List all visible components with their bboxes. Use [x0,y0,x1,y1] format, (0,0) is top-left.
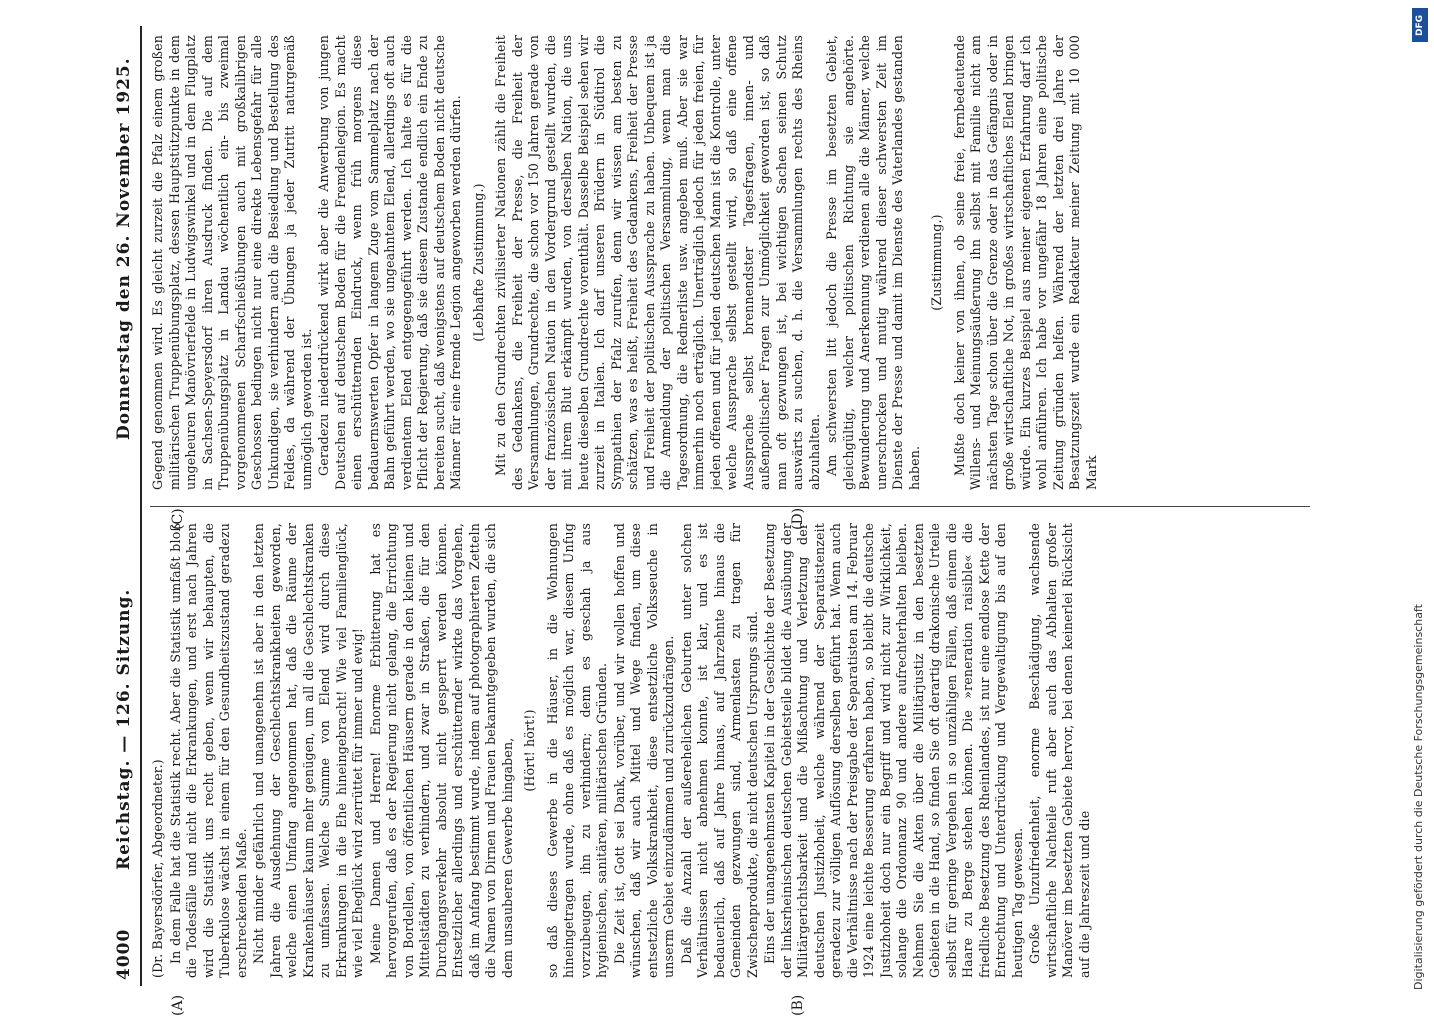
margin-marker-d: (D) [790,507,806,530]
paragraph: Die Zeit ist, Gott sei Dank, vorüber, und wir wollen hoffen und wünschen, daß wir auch Mittel und Wege finden, um diese entsetzliche Volkskrankheit, diese entsetzliche Volksseuche in unserm Gebiet einzudämmen und zurückzudrängen. [611,523,676,978]
page-number: 4000 [114,928,134,980]
rotated-page [110,0,1330,1016]
paragraph: (Lebhafte Zustimmung.) [470,183,486,342]
right-column [150,35,1320,490]
credit-text: Digitalisierung gefördert durch die Deutsche Forschungsgemeinschaft [1412,604,1425,990]
margin-marker-b: (B) [790,994,806,1016]
paragraph: Gegend genommen wird. Es gleicht zurzeit die Pfalz einem großen militärischen Truppenübungsplatz, dessen Hauptstützpunkte in dem ungeheuren Manövrierfelde in Ludwigswinkel und in dem Flugplatz in Sachsen-Speyersdorf ihren Ausdruck finden. Die auf dem Truppenübungsplatz in Landau wöchentlich ein- bis zweimal vorgenommenen Scharfschießübungen auch mit großkalibrigen Geschossen bedingen nicht nur eine direkte Lebensgefahr für alle Unkundigen, sie verhindern auch die Besiedlung und Bestellung des Feldes, da während der Übungen ja jeder Zutritt naturgemäß unmöglich geworden ist. [150,35,314,490]
header-rule [140,26,142,986]
paragraph: Meine Damen und Herren! Enorme Erbitterung hat es hervorgerufen, daß es der Regierung nicht gelang, die Errichtung von Bordellen, von öffentlichen Häusern gerade in den kleinen und Mittelstädten zu verhindern, und zwar in Straßen, die für den Durchgangsverkehr absolut nicht gesperrt werden können. Entsetzlicher allerdings und erschütternder wirkte das Vorgehen, daß im Anfang bestimmt wurde, indem auf photographierten Zetteln die Namen von Dirnen und Frauen bekanntgegeben wurden, die sich dem unsauberen Gewerbe hingaben, [367,523,515,978]
paragraph: (Zustimmung.) [929,214,944,311]
paragraph: Mußte doch keiner von ihnen, ob seine freie, fernbedeutende Willens- und Meinungsäußerung ihn selbst mit Familie nicht am nächsten Tage schon über die Grenze oder in das Gefängnis oder in große wirtschaftliche Not, in großes wirtschaftliches Elend bringen würde. Ein kurzes Beispiel aus meiner eigenen Erfahrung darf ich wohl anführen. Ich habe vor ungefähr 18 Jahren eine politische Zeitung gründen helfen. Während der letzten drei Jahre der Besatzungszeit wurde ein Redakteur meiner Zeitung mit 10 000 Mark [951,35,1099,490]
paragraph: Große Unzufriedenheit, enorme Beschädigung, wachsende wirtschaftliche Nachteile ruft aber auch das Abhalten großer Manöver im besetzten Gebiete hervor, bei denen keinerlei Rücksicht auf die Jahreszeit und die [1027,523,1092,978]
paragraph: so daß dieses Gewerbe in die Häuser, in die Wohnungen hineingetragen wurde, ohne daß es möglich war, diesem Unfug vorzubeugen, ihn zu verhindern; denn es geschah ja aus hygienischen, sanitären, militärischen Gründen. [544,523,609,978]
paragraph: Daß die Anzahl der außerehelichen Geburten unter solchen Verhältnissen nicht abnehmen konnte, ist klar, und es ist bedauerlich, daß auf Jahre hinaus, auf Jahrzehnte hinaus die Gemeinden gezwungen sind, Armenlasten zu tragen für Zwischenprodukte, die nicht deutschen Ursprungs sind. [678,523,760,978]
session-title: Reichstag. — 126. Sitzung. [114,588,134,870]
left-column [150,523,1320,978]
paragraph: (Dr. Bayersdörfer, Abgeordneter.) [150,759,165,978]
paragraph: Eins der unangenehmsten Kapitel in der Geschichte der Besetzung der linksrheinischen deutschen Gebietsteile bildet die Ausübung der Militärgerichtsbarkeit und die Mißachtung und Verletzung der deutschen Justizhoheit, welche während der Separatistenzeit geradezu zur völligen Auflösung derselben geführt hat. Wenn auch die Verhältnisse nach der Preisgabe der Separatisten am 14. Februar 1924 eine leichte Besserung erfahren haben, so bleibt die deutsche Justizhoheit doch nur ein Begriff und wird nicht zur Wirklichkeit, solange die Ordonnanz 90 und andere aufrechterhalten bleiben. Nehmen Sie die Akten über die Militärjustiz in den besetzten Gebieten in die Hand, so finden Sie oft derartig drakonische Urteile selbst für geringe Vergehen in so unzähligen Fällen, daß einem die Haare zu Berge stehen können. Die »reneration raisible« die friedliche Besetzung des Rheinlandes, ist nur eine endlose Kette der Entrechtung und Unterdrückung und Vergewaltigung bis auf den heutigen Tag gewesen. [762,523,1025,978]
margin-marker-c: (C) [170,508,186,530]
paragraph: Mit zu den Grundrechten zivilisierter Nationen zählt die Freiheit des Gedankens, die Freiheit der Presse, die Freiheit der Versammlungen, Grundrechte, die schon vor 150 Jahren gerade von der französischen Nation in den Vordergrund gestellt wurden, die mit ihrem Blut erkämpft wurden, von derselben Nation, die uns heute dieselben Grundrechte vorenthält. Dasselbe Beispiel sehen wir zurzeit in Italien. Ich darf unseren Brüdern in Südtirol die Sympathien der Pfalz zurufen, denn wir wissen am besten zu schätzen, was es heißt, Freiheit des Gedankens, Freiheit der Presse und Freiheit der politischen Aussprache zu haben. Unbequem ist ja die Anmeldung der politischen Versammlung, wenn man die Tagesordnung, die Rednerliste usw. angeben muß. Aber sie war immerhin noch erträglich. Unerträglich jedoch für jeden freien, für jeden offenen und für jeden deutschen Mann ist die Kontrolle, unter welche Aussprache selbst gestellt wird, so daß eine offene Aussprache selbst brennendster Tagesfragen, innen- und außenpolitischer Fragen zur Unmöglichkeit geworden ist, so daß man oft gezwungen ist, bei wichtigen Sachen seinen Schutz auswärts zu suchen, d. h. die Versammlungen rechts des Rheins abzuhalten. [493,35,822,490]
paragraph: In dem Falle hat die Statistik recht. Aber die Statistik umfaßt bloß die Todesfälle und nicht die Erkrankungen, und erst nach Jahren wird die Statistik uns recht geben, wenn wir behaupten, die Tuberkulose wächst in einem für den Gesundheitszustand geradezu erschreckenden Maße. [167,523,249,978]
paragraph: Geradezu niederdrückend wirkt aber die Anwerbung von jungen Deutschen auf deutschem Boden für die Fremdenlegion. Es macht einen erschütternden Eindruck, wenn früh morgens diese bedauernswerten Opfer in langem Zuge vom Sammelplatz nach der Bahn geführt werden, wo sie ungeahntem Elend, allerdings oft auch verdientem Elend entgegengeführt werden. Ich halte es für die Pflicht der Regierung, daß sie diesem Zustande endlich ein Ende zu bereiten sucht, daß wenigstens auf deutschem Boden nicht deutsche Männer für eine fremde Legion angeworben werden dürfen. [316,35,463,490]
dfg-logo: DFG [1412,8,1428,42]
column-divider [150,506,1310,507]
session-date: Donnerstag den 26. November 1925. [114,57,134,440]
paragraph: Am schwersten litt jedoch die Presse im besetzten Gebiet, gleichgültig, welcher politischen Richtung sie angehörte. Bewunderung und Anerkennung verdienen alle die Männer, welche unerschrocken und mutig während dieser schwersten Zeit im Dienste der Presse und damit im Dienste des Vaterlandes gestanden haben. [824,35,922,490]
digitization-credit [1408,10,1430,990]
page-header [110,0,140,1000]
paragraph: (Hört! hört!) [522,709,537,792]
paragraph: Nicht minder gefährlich und unangenehm ist aber in den letzten Jahren die Ausdehnung der Geschlechtskrankheiten geworden, welche einen Umfang angenommen hat, daß die Räume der Krankenhäuser kaum mehr genügen, um all die Geschlechtskranken zu umfassen. Welche Summe von Elend wird durch diese Erkrankungen in die Ehe hineingebracht! Wie viel Familienglück, wie viel Eheglück wird zerrüttet für immer und ewig! [251,523,365,978]
margin-marker-a: (A) [170,994,186,1016]
